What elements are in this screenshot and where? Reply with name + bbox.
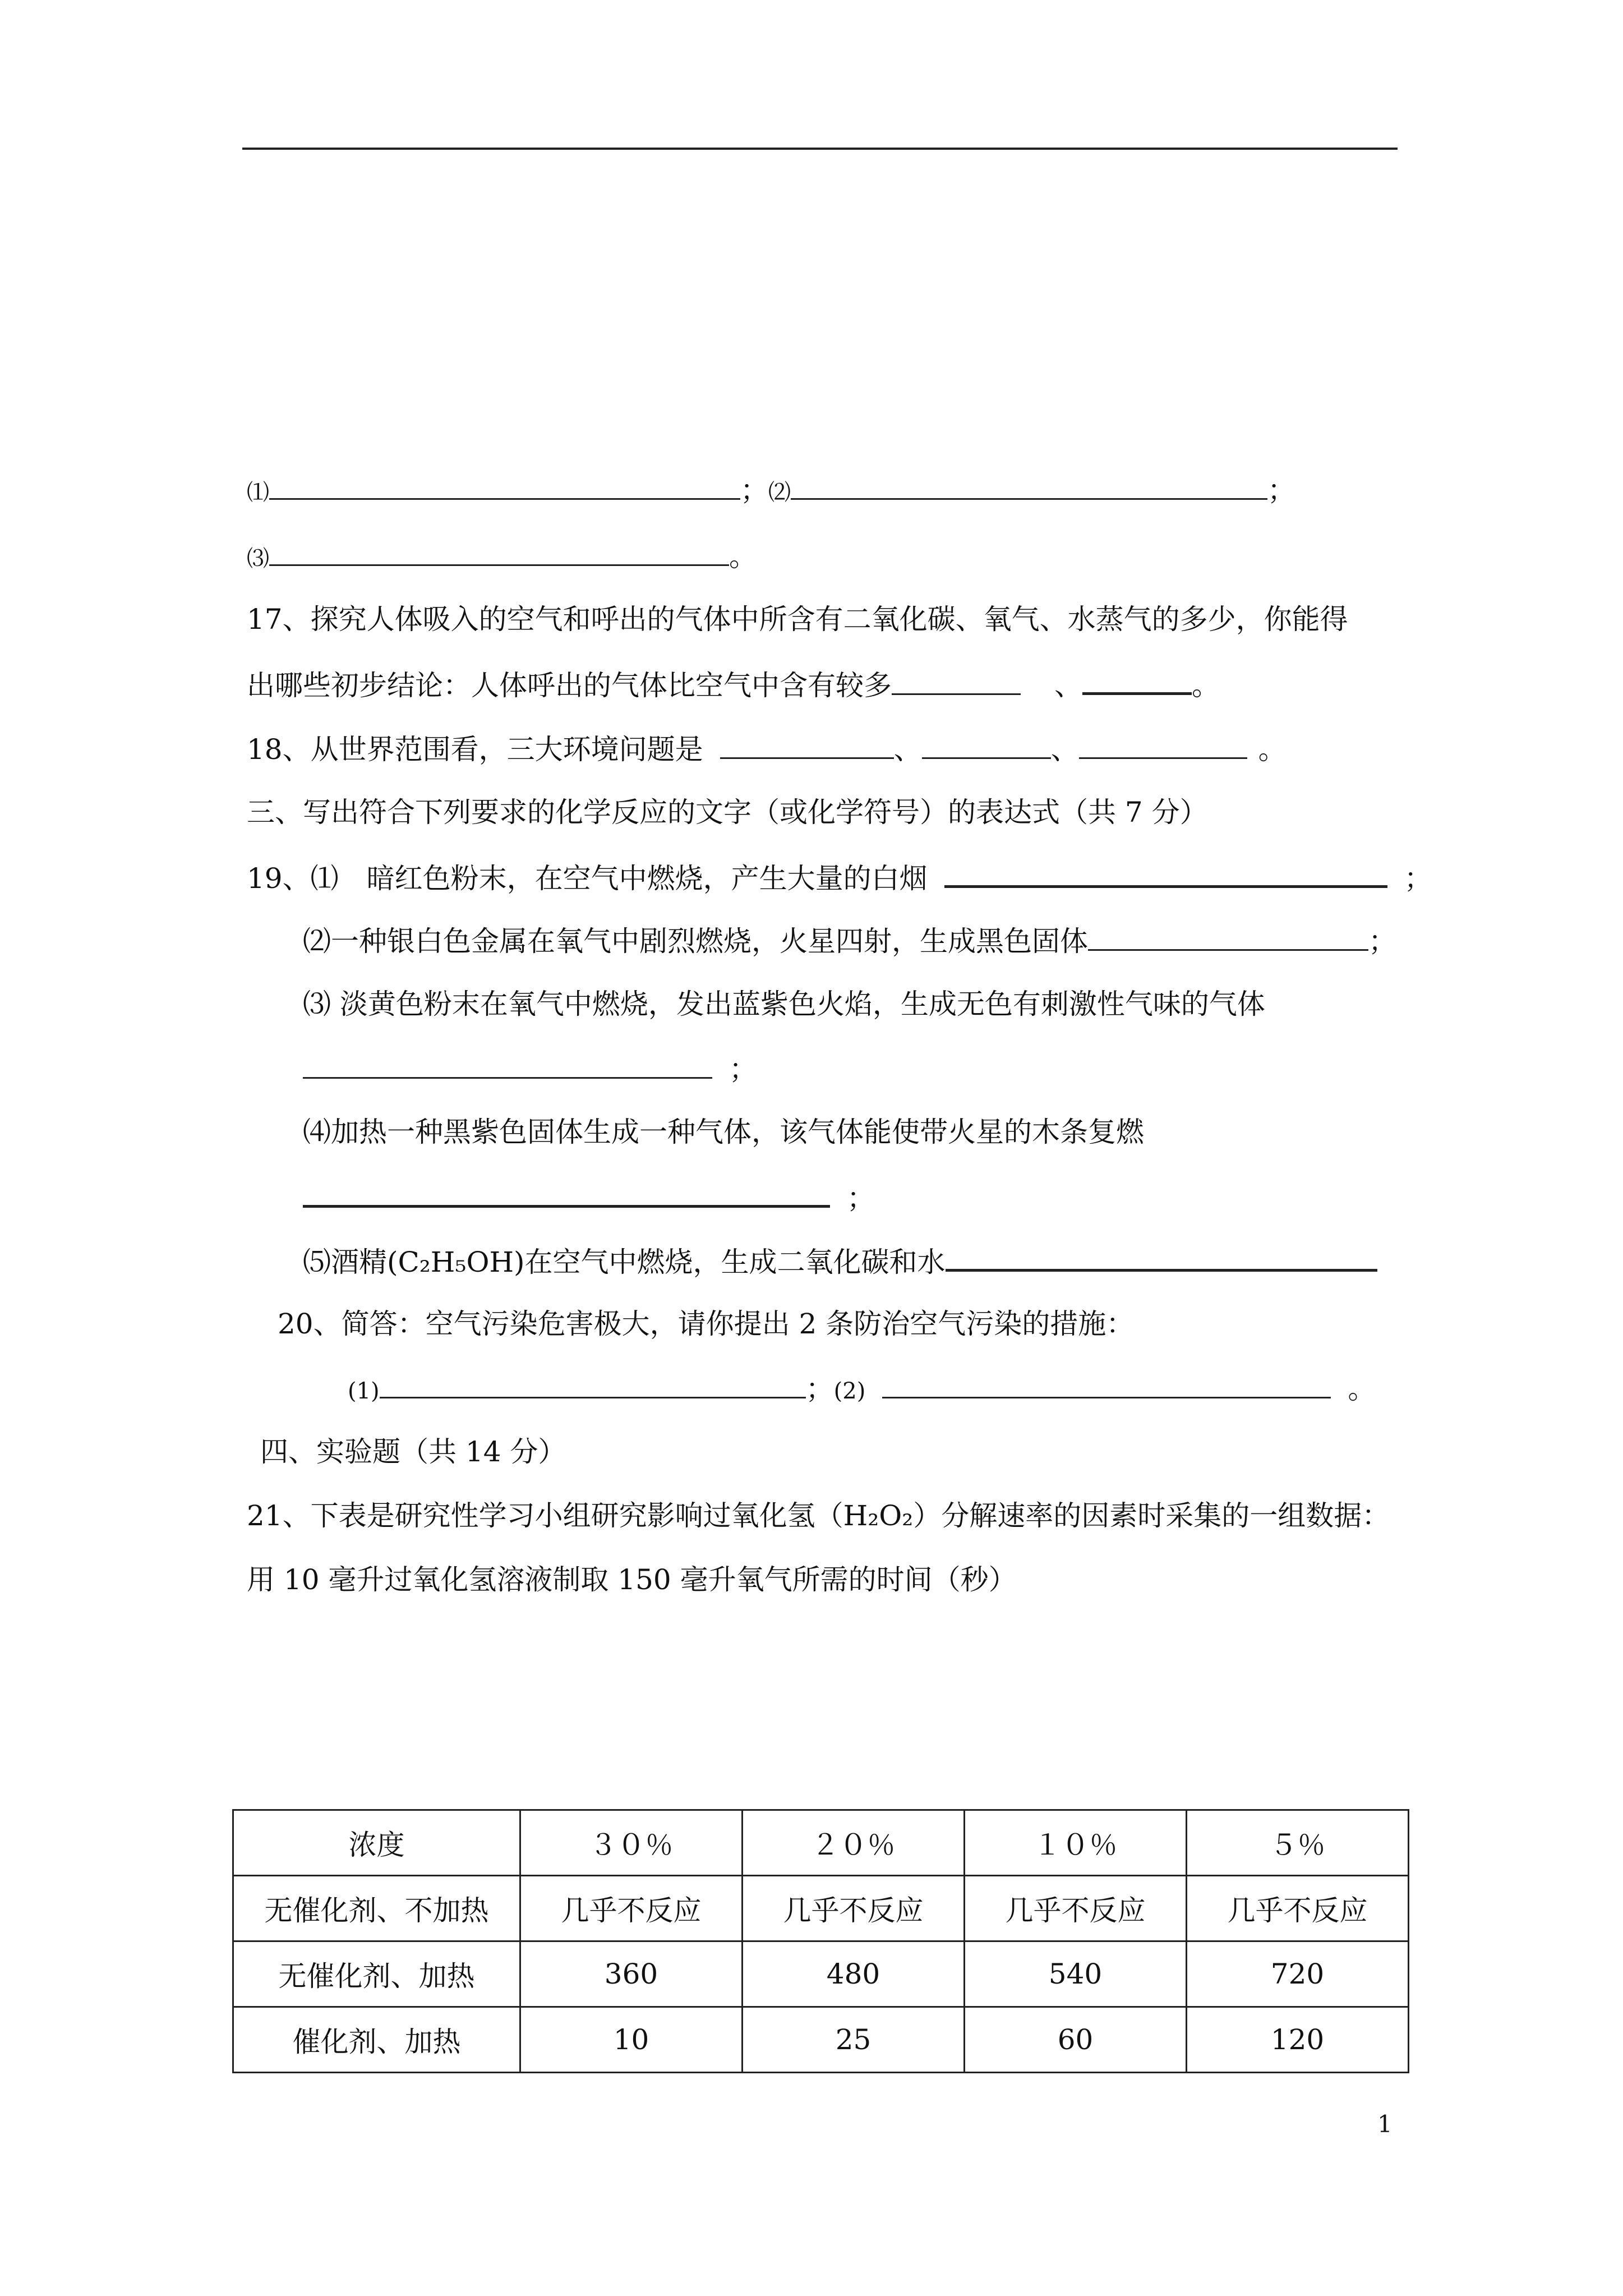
table-row <box>233 1876 1409 1941</box>
q20-blank-2[interactable] <box>882 1371 1331 1398</box>
q18-blank-1[interactable] <box>720 731 894 759</box>
answer-label-1: ⑴ <box>247 480 269 505</box>
table-cell: 10 <box>520 2007 743 2073</box>
table-cell: 360 <box>520 1941 743 2007</box>
section-4-heading: 四、实验题（共 14 分） <box>260 1435 566 1468</box>
q16-answer-line-2: ⑶ 。 <box>247 539 757 576</box>
table-cell: 几乎不反应 <box>743 1876 965 1941</box>
table-row <box>233 1941 1409 2007</box>
q17-blank-2[interactable] <box>1082 666 1192 695</box>
q19-part-3: ⑶ 淡黄色粉末在氧气中燃烧，发出蓝紫色火焰，生成无色有刺激性气味的气体 <box>303 988 1265 1020</box>
table-row-label: 无催化剂、加热 <box>233 1941 520 2007</box>
answer-blank-3[interactable] <box>269 539 729 566</box>
q17-blank-1[interactable] <box>892 668 1021 695</box>
q20-blank-1[interactable] <box>380 1371 806 1398</box>
q19-blank-4[interactable] <box>303 1179 830 1208</box>
q19-part-5: ⑸酒精(C₂H₅OH)在空气中燃烧，生成二氧化碳和水 <box>303 1243 1377 1279</box>
table-cell: 几乎不反应 <box>520 1876 743 1941</box>
q19-blank-5[interactable] <box>946 1243 1377 1272</box>
table-row <box>233 2007 1409 2073</box>
q18-blank-3[interactable] <box>1079 731 1247 759</box>
q19-part-4-answer: ； <box>303 1179 875 1215</box>
answer-blank-2[interactable] <box>791 472 1267 500</box>
table-cell: 120 <box>1187 2007 1409 2073</box>
page-number: 1 <box>1377 2110 1393 2138</box>
q18-blank-2[interactable] <box>922 731 1051 759</box>
table-header-cell: ２０％ <box>743 1810 965 1876</box>
table-cell: 720 <box>1187 1941 1409 2007</box>
section-3-heading: 三、写出符合下列要求的化学反应的文字（或化学符号）的表达式（共 7 分） <box>247 796 1208 829</box>
q16-answer-line-1: ⑴ ；⑵ ； <box>247 472 1295 509</box>
table-cell: 60 <box>965 2007 1187 2073</box>
answer-label-3: ⑶ <box>247 546 269 572</box>
table-row-label: 催化剂、加热 <box>233 2007 520 2073</box>
q20-question: 20、简答：空气污染危害极大，请你提出 2 条防治空气污染的措施： <box>278 1308 1135 1340</box>
q17-line-2: 出哪些初步结论：人体呼出的气体比空气中含有较多 、 。 <box>247 666 1220 702</box>
q19-blank-3[interactable] <box>303 1051 712 1079</box>
header-rule <box>242 148 1398 150</box>
reaction-time-table <box>232 1809 1409 2073</box>
table-header-cell: ５％ <box>1187 1810 1409 1876</box>
answer-label-2: ⑵ <box>768 480 791 505</box>
q19-part-1: 19、⑴ 暗红色粉末，在空气中燃烧，产生大量的白烟 ； <box>247 859 1432 895</box>
q21-line-2: 用 10 毫升过氧化氢溶液制取 150 毫升氧气所需的时间（秒） <box>247 1563 1017 1596</box>
answer-blank-1[interactable] <box>269 472 740 500</box>
table-header-cell: ３０％ <box>520 1810 743 1876</box>
table-header-cell: １０％ <box>965 1810 1187 1876</box>
q19-part-4: ⑷加热一种黑紫色固体生成一种气体，该气体能使带火星的木条复燃 <box>303 1116 1144 1148</box>
q17-line-1: 17、探究人体吸入的空气和呼出的气体中所含有二氧化碳、氧气、水蒸气的多少，你能得 <box>247 603 1348 636</box>
table-header-cell: 浓度 <box>233 1810 520 1876</box>
q19-part-2: ⑵一种银白色金属在氧气中剧烈燃烧，火星四射，生成黑色固体 ； <box>303 923 1396 958</box>
q19-blank-2[interactable] <box>1088 923 1368 951</box>
q21-line-1: 21、下表是研究性学习小组研究影响过氧化氢（H₂O₂）分解速率的因素时采集的一组数据： <box>247 1499 1390 1532</box>
q19-part-3-answer: ； <box>303 1051 757 1086</box>
table-cell: 25 <box>743 2007 965 2073</box>
table-row-label: 无催化剂、不加热 <box>233 1876 520 1941</box>
table-cell: 480 <box>743 1941 965 2007</box>
q20-answers: (1) ；(2) 。 <box>348 1371 1376 1408</box>
table-cell: 几乎不反应 <box>965 1876 1187 1941</box>
q19-blank-1[interactable] <box>944 859 1387 888</box>
q18-line: 18、从世界范围看，三大环境问题是 、 、 。 <box>247 731 1287 766</box>
table-cell: 几乎不反应 <box>1187 1876 1409 1941</box>
table-header-row <box>233 1810 1409 1876</box>
table-cell: 540 <box>965 1941 1187 2007</box>
